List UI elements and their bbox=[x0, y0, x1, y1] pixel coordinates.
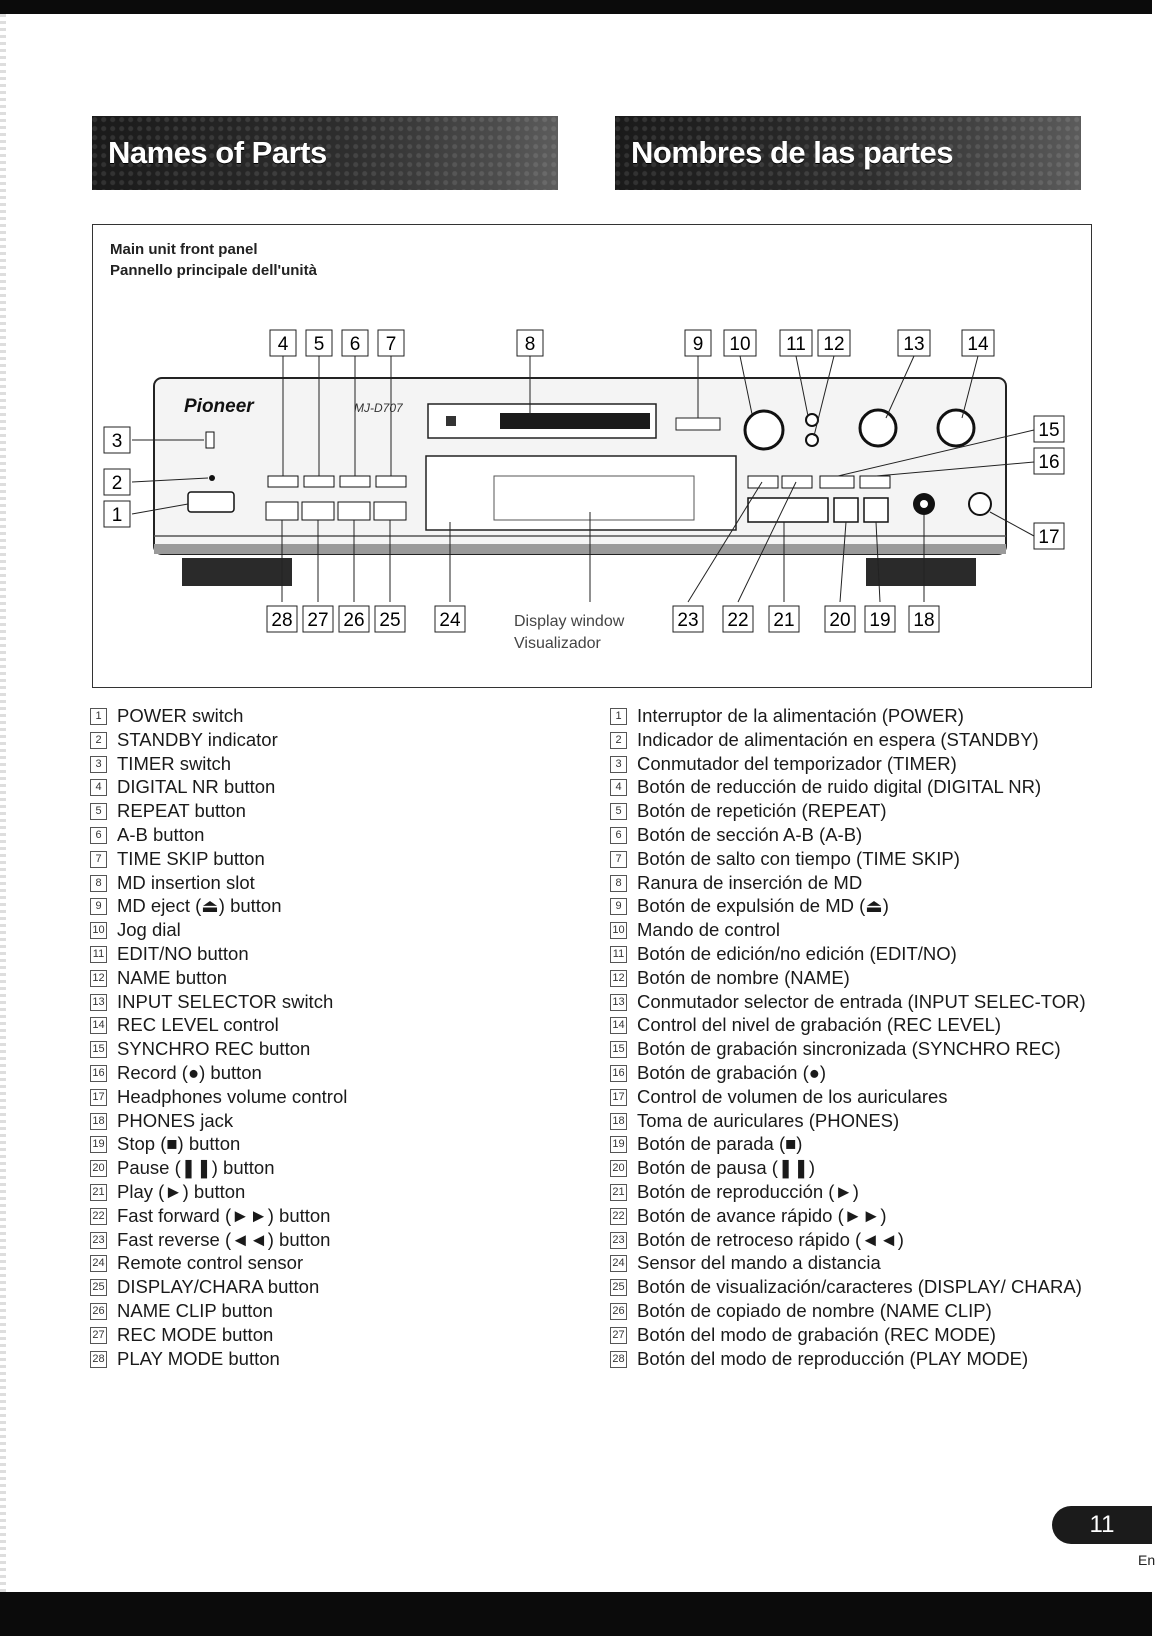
en-number-badge: 15 bbox=[90, 1041, 107, 1058]
es-part-name: Botón de copiado de nombre (NAME CLIP) bbox=[637, 1299, 992, 1321]
en-part-name: Headphones volume control bbox=[117, 1085, 348, 1107]
es-part-name: Botón de grabación sincronizada (SYNCHRO REC) bbox=[637, 1038, 1061, 1060]
list-item bbox=[90, 823, 570, 847]
ab-button[interactable] bbox=[340, 476, 370, 487]
list-item bbox=[610, 990, 1095, 1014]
en-number-badge: 25 bbox=[90, 1279, 107, 1296]
model-name: MJ-D707 bbox=[354, 401, 403, 415]
es-part-name: Interruptor de la alimentación (POWER) bbox=[637, 705, 964, 726]
standby-indicator bbox=[209, 475, 215, 481]
list-item bbox=[610, 1037, 1095, 1061]
en-part-name: Stop (■) button bbox=[117, 1133, 241, 1155]
en-part-name: MD insertion slot bbox=[117, 871, 255, 893]
en-number-badge: 26 bbox=[90, 1303, 107, 1320]
svg-text:18: 18 bbox=[913, 610, 935, 631]
svg-text:28: 28 bbox=[271, 610, 293, 631]
svg-text:14: 14 bbox=[967, 334, 989, 355]
en-number-badge: 18 bbox=[90, 1113, 107, 1130]
en-part-name: DISPLAY/CHARA button bbox=[117, 1276, 320, 1298]
name-clip-button[interactable] bbox=[338, 502, 370, 520]
svg-text:13: 13 bbox=[903, 334, 925, 355]
es-number-badge: 3 bbox=[610, 756, 627, 773]
es-part-name: Mando de control bbox=[637, 919, 780, 941]
play-button[interactable] bbox=[748, 498, 828, 522]
list-item bbox=[610, 1275, 1095, 1299]
list-item bbox=[610, 799, 1095, 823]
en-number-badge: 21 bbox=[90, 1184, 107, 1201]
callouts-left bbox=[104, 427, 130, 527]
list-item bbox=[90, 1109, 570, 1133]
list-item bbox=[90, 1251, 570, 1275]
es-number-badge: 17 bbox=[610, 1089, 627, 1106]
es-part-name: Sensor del mando a distancia bbox=[637, 1252, 881, 1274]
svg-text:2: 2 bbox=[111, 473, 123, 494]
en-number-badge: 3 bbox=[90, 756, 107, 773]
svg-text:19: 19 bbox=[869, 610, 891, 631]
list-item bbox=[90, 1347, 570, 1371]
en-part-name: A-B button bbox=[117, 823, 205, 845]
es-part-name: Botón de sección A-B (A-B) bbox=[637, 823, 863, 845]
es-part-name: Botón de avance rápido (►►) bbox=[637, 1204, 887, 1226]
list-item bbox=[610, 942, 1095, 966]
es-number-badge: 9 bbox=[610, 898, 627, 915]
en-part-name: POWER switch bbox=[117, 705, 244, 726]
en-number-badge: 9 bbox=[90, 898, 107, 915]
en-part-name: Record (●) button bbox=[117, 1061, 262, 1083]
en-part-name: DIGITAL NR button bbox=[117, 776, 276, 798]
es-part-name: Botón de retroceso rápido (◄◄) bbox=[637, 1228, 904, 1250]
play-mode-button[interactable] bbox=[266, 502, 298, 520]
svg-text:25: 25 bbox=[379, 610, 401, 631]
es-number-badge: 26 bbox=[610, 1303, 627, 1320]
en-part-name: REPEAT button bbox=[117, 800, 246, 822]
svg-text:6: 6 bbox=[349, 334, 361, 355]
repeat-button[interactable] bbox=[304, 476, 334, 487]
left-foot bbox=[182, 558, 292, 586]
es-number-badge: 24 bbox=[610, 1255, 627, 1272]
es-number-badge: 27 bbox=[610, 1327, 627, 1344]
svg-text:22: 22 bbox=[727, 610, 749, 631]
en-part-name: INPUT SELECTOR switch bbox=[117, 990, 334, 1012]
en-number-badge: 19 bbox=[90, 1136, 107, 1153]
es-part-name: Botón de visualización/caracteres (DISPLAY/ CHARA) bbox=[637, 1276, 1082, 1298]
figure-caption-2: Pannello principale dell'unità bbox=[110, 262, 317, 279]
en-number-badge: 16 bbox=[90, 1065, 107, 1082]
callouts-top bbox=[270, 330, 994, 356]
svg-text:3: 3 bbox=[111, 431, 123, 452]
list-item bbox=[90, 704, 570, 728]
es-part-name: Botón del modo de grabación (REC MODE) bbox=[637, 1323, 996, 1345]
es-number-badge: 10 bbox=[610, 922, 627, 939]
es-part-name: Ranura de inserción de MD bbox=[637, 871, 863, 893]
en-number-badge: 22 bbox=[90, 1208, 107, 1225]
list-item bbox=[610, 918, 1095, 942]
en-number-badge: 11 bbox=[90, 946, 107, 963]
list-item bbox=[610, 1013, 1095, 1037]
list-item bbox=[610, 1299, 1095, 1323]
en-number-badge: 14 bbox=[90, 1017, 107, 1034]
es-part-name: Control del nivel de grabación (REC LEVEL) bbox=[637, 1014, 1002, 1036]
svg-text:8: 8 bbox=[524, 334, 536, 355]
svg-text:23: 23 bbox=[677, 610, 699, 631]
record-button[interactable] bbox=[860, 476, 890, 488]
es-number-badge: 23 bbox=[610, 1232, 627, 1249]
es-part-name: Botón de nombre (NAME) bbox=[637, 966, 850, 988]
en-part-name: STANDBY indicator bbox=[117, 728, 278, 750]
es-part-name: Botón del modo de reproducción (PLAY MODE) bbox=[637, 1347, 1029, 1369]
figure-caption-1: Main unit front panel bbox=[110, 241, 258, 258]
es-part-name: Conmutador selector de entrada (INPUT SELEC-TOR) bbox=[637, 990, 1086, 1012]
display-window bbox=[494, 476, 694, 520]
md-insertion-slot bbox=[500, 413, 650, 429]
timer-switch[interactable] bbox=[206, 432, 214, 448]
svg-text:21: 21 bbox=[773, 610, 795, 631]
page-number: 11 bbox=[1052, 1506, 1152, 1544]
es-number-badge: 21 bbox=[610, 1184, 627, 1201]
es-number-badge: 11 bbox=[610, 946, 627, 963]
en-number-badge: 1 bbox=[90, 708, 107, 725]
es-number-badge: 7 bbox=[610, 851, 627, 868]
es-number-badge: 14 bbox=[610, 1017, 627, 1034]
es-part-name: Botón de pausa (❚❚) bbox=[637, 1157, 816, 1179]
en-number-badge: 8 bbox=[90, 875, 107, 892]
en-number-badge: 13 bbox=[90, 994, 107, 1011]
name-button[interactable] bbox=[806, 434, 818, 446]
svg-text:5: 5 bbox=[313, 334, 325, 355]
en-number-badge: 4 bbox=[90, 779, 107, 796]
parts-list-spanish bbox=[610, 704, 1095, 1370]
es-part-name: Control de volumen de los auriculares bbox=[637, 1085, 948, 1107]
power-button[interactable] bbox=[188, 492, 234, 512]
rec-level-knob[interactable] bbox=[938, 410, 974, 446]
es-part-name: Botón de grabación (●) bbox=[637, 1061, 827, 1083]
es-part-name: Botón de salto con tiempo (TIME SKIP) bbox=[637, 847, 960, 869]
list-item bbox=[610, 1156, 1095, 1180]
list-item bbox=[90, 1156, 570, 1180]
es-number-badge: 13 bbox=[610, 994, 627, 1011]
list-item bbox=[90, 1204, 570, 1228]
list-item bbox=[610, 823, 1095, 847]
list-item bbox=[90, 942, 570, 966]
right-foot bbox=[866, 558, 976, 586]
es-number-badge: 8 bbox=[610, 875, 627, 892]
list-item bbox=[90, 1228, 570, 1252]
list-item bbox=[90, 1299, 570, 1323]
list-item bbox=[90, 752, 570, 776]
svg-text:24: 24 bbox=[439, 610, 461, 631]
en-part-name: TIMER switch bbox=[117, 752, 232, 774]
en-part-name: PLAY MODE button bbox=[117, 1347, 280, 1369]
list-item bbox=[610, 1132, 1095, 1156]
list-item bbox=[610, 1180, 1095, 1204]
es-part-name: Botón de edición/no edición (EDIT/NO) bbox=[637, 942, 957, 964]
en-part-name: Remote control sensor bbox=[117, 1252, 304, 1274]
md-deck-illustration bbox=[0, 0, 1152, 700]
en-part-name: SYNCHRO REC button bbox=[117, 1038, 311, 1060]
es-part-name: Botón de expulsión de MD (⏏) bbox=[637, 895, 889, 917]
en-number-badge: 6 bbox=[90, 827, 107, 844]
es-number-badge: 5 bbox=[610, 803, 627, 820]
en-part-name: Fast reverse (◄◄) button bbox=[117, 1228, 331, 1250]
en-part-name: TIME SKIP button bbox=[117, 847, 265, 869]
es-number-badge: 6 bbox=[610, 827, 627, 844]
es-part-name: Conmutador del temporizador (TIMER) bbox=[637, 752, 957, 774]
jog-dial[interactable] bbox=[745, 411, 783, 449]
svg-text:11: 11 bbox=[786, 334, 806, 355]
input-selector-knob[interactable] bbox=[860, 410, 896, 446]
es-number-badge: 2 bbox=[610, 732, 627, 749]
es-number-badge: 22 bbox=[610, 1208, 627, 1225]
header-english-title: Names of Parts bbox=[108, 135, 327, 170]
list-item bbox=[610, 1323, 1095, 1347]
es-number-badge: 16 bbox=[610, 1065, 627, 1082]
parts-list-english bbox=[90, 704, 570, 1370]
list-item bbox=[610, 1204, 1095, 1228]
es-number-badge: 18 bbox=[610, 1113, 627, 1130]
es-number-badge: 15 bbox=[610, 1041, 627, 1058]
list-item bbox=[90, 1037, 570, 1061]
es-part-name: Botón de reducción de ruido digital (DIGITAL NR) bbox=[637, 776, 1042, 798]
en-number-badge: 2 bbox=[90, 732, 107, 749]
list-item bbox=[610, 847, 1095, 871]
rec-mode-button[interactable] bbox=[302, 502, 334, 520]
en-number-badge: 24 bbox=[90, 1255, 107, 1272]
language-label: En bbox=[1138, 1552, 1155, 1568]
en-part-name: Fast forward (►►) button bbox=[117, 1204, 331, 1226]
list-item bbox=[90, 1013, 570, 1037]
en-number-badge: 10 bbox=[90, 922, 107, 939]
svg-text:27: 27 bbox=[307, 610, 329, 631]
list-item bbox=[90, 728, 570, 752]
synchro-rec-button[interactable] bbox=[820, 476, 854, 488]
es-number-badge: 12 bbox=[610, 970, 627, 987]
header-spanish-title: Nombres de las partes bbox=[631, 135, 954, 170]
en-number-badge: 23 bbox=[90, 1232, 107, 1249]
es-number-badge: 28 bbox=[610, 1351, 627, 1368]
en-number-badge: 17 bbox=[90, 1089, 107, 1106]
en-number-badge: 5 bbox=[90, 803, 107, 820]
en-part-name: EDIT/NO button bbox=[117, 942, 249, 964]
fast-reverse-button[interactable] bbox=[748, 476, 778, 488]
es-number-badge: 4 bbox=[610, 779, 627, 796]
list-item bbox=[610, 1251, 1095, 1275]
en-number-badge: 28 bbox=[90, 1351, 107, 1368]
svg-text:26: 26 bbox=[343, 610, 365, 631]
stop-button[interactable] bbox=[864, 498, 888, 522]
list-item bbox=[610, 966, 1095, 990]
svg-text:20: 20 bbox=[829, 610, 851, 631]
display-chara-button[interactable] bbox=[374, 502, 406, 520]
en-part-name: REC LEVEL control bbox=[117, 1014, 279, 1036]
list-item bbox=[90, 1132, 570, 1156]
svg-text:1: 1 bbox=[111, 505, 123, 526]
en-part-name: Jog dial bbox=[117, 919, 181, 941]
time-skip-button[interactable] bbox=[376, 476, 406, 487]
svg-text:15: 15 bbox=[1038, 420, 1060, 441]
list-item bbox=[90, 847, 570, 871]
callouts-right bbox=[1034, 416, 1064, 549]
list-item bbox=[90, 871, 570, 895]
list-item bbox=[90, 1275, 570, 1299]
es-number-badge: 20 bbox=[610, 1160, 627, 1177]
svg-text:7: 7 bbox=[385, 334, 397, 355]
svg-text:10: 10 bbox=[729, 334, 751, 355]
digital-nr-button[interactable] bbox=[268, 476, 298, 487]
list-item bbox=[610, 871, 1095, 895]
list-item bbox=[610, 1228, 1095, 1252]
en-part-name: MD eject (⏏) button bbox=[117, 895, 282, 917]
list-item bbox=[610, 752, 1095, 776]
en-part-name: Pause (❚❚) button bbox=[117, 1157, 275, 1179]
es-part-name: Botón de parada (■) bbox=[637, 1133, 803, 1155]
en-part-name: PHONES jack bbox=[117, 1109, 234, 1131]
en-part-name: NAME button bbox=[117, 966, 228, 988]
svg-text:17: 17 bbox=[1038, 527, 1060, 548]
en-number-badge: 20 bbox=[90, 1160, 107, 1177]
headphones-volume-knob[interactable] bbox=[969, 493, 991, 515]
list-item bbox=[90, 775, 570, 799]
list-item bbox=[610, 1085, 1095, 1109]
list-item bbox=[610, 1109, 1095, 1133]
list-item bbox=[610, 728, 1095, 752]
display-window-label-es: Visualizador bbox=[514, 635, 601, 652]
es-part-name: Toma de auriculares (PHONES) bbox=[637, 1109, 900, 1131]
es-part-name: Botón de reproducción (►) bbox=[637, 1180, 859, 1202]
list-item bbox=[90, 1085, 570, 1109]
brand-logo: Pioneer bbox=[184, 396, 254, 417]
es-number-badge: 19 bbox=[610, 1136, 627, 1153]
es-number-badge: 1 bbox=[610, 708, 627, 725]
list-item bbox=[90, 990, 570, 1014]
bottom-border bbox=[0, 1592, 1152, 1636]
list-item bbox=[610, 775, 1095, 799]
es-number-badge: 25 bbox=[610, 1279, 627, 1296]
en-number-badge: 27 bbox=[90, 1327, 107, 1344]
list-item bbox=[90, 894, 570, 918]
en-number-badge: 7 bbox=[90, 851, 107, 868]
list-item bbox=[610, 894, 1095, 918]
es-part-name: Botón de repetición (REPEAT) bbox=[637, 800, 887, 822]
en-number-badge: 12 bbox=[90, 970, 107, 987]
es-part-name: Indicador de alimentación en espera (STANDBY) bbox=[637, 728, 1039, 750]
eject-button[interactable] bbox=[676, 418, 720, 430]
list-item bbox=[90, 918, 570, 942]
svg-text:16: 16 bbox=[1038, 452, 1060, 473]
list-item bbox=[90, 966, 570, 990]
list-item bbox=[90, 799, 570, 823]
list-item bbox=[90, 1061, 570, 1085]
svg-text:9: 9 bbox=[692, 334, 704, 355]
list-item bbox=[90, 1180, 570, 1204]
pause-button[interactable] bbox=[834, 498, 858, 522]
list-item bbox=[90, 1323, 570, 1347]
list-item bbox=[610, 1347, 1095, 1371]
svg-text:4: 4 bbox=[277, 334, 289, 355]
fast-forward-button[interactable] bbox=[782, 476, 812, 488]
list-item bbox=[610, 1061, 1095, 1085]
display-window-label-en: Display window bbox=[514, 613, 625, 630]
svg-text:12: 12 bbox=[823, 334, 845, 355]
en-part-name: NAME CLIP button bbox=[117, 1299, 273, 1321]
list-item bbox=[610, 704, 1095, 728]
en-part-name: REC MODE button bbox=[117, 1323, 274, 1345]
en-part-name: Play (►) button bbox=[117, 1180, 246, 1202]
